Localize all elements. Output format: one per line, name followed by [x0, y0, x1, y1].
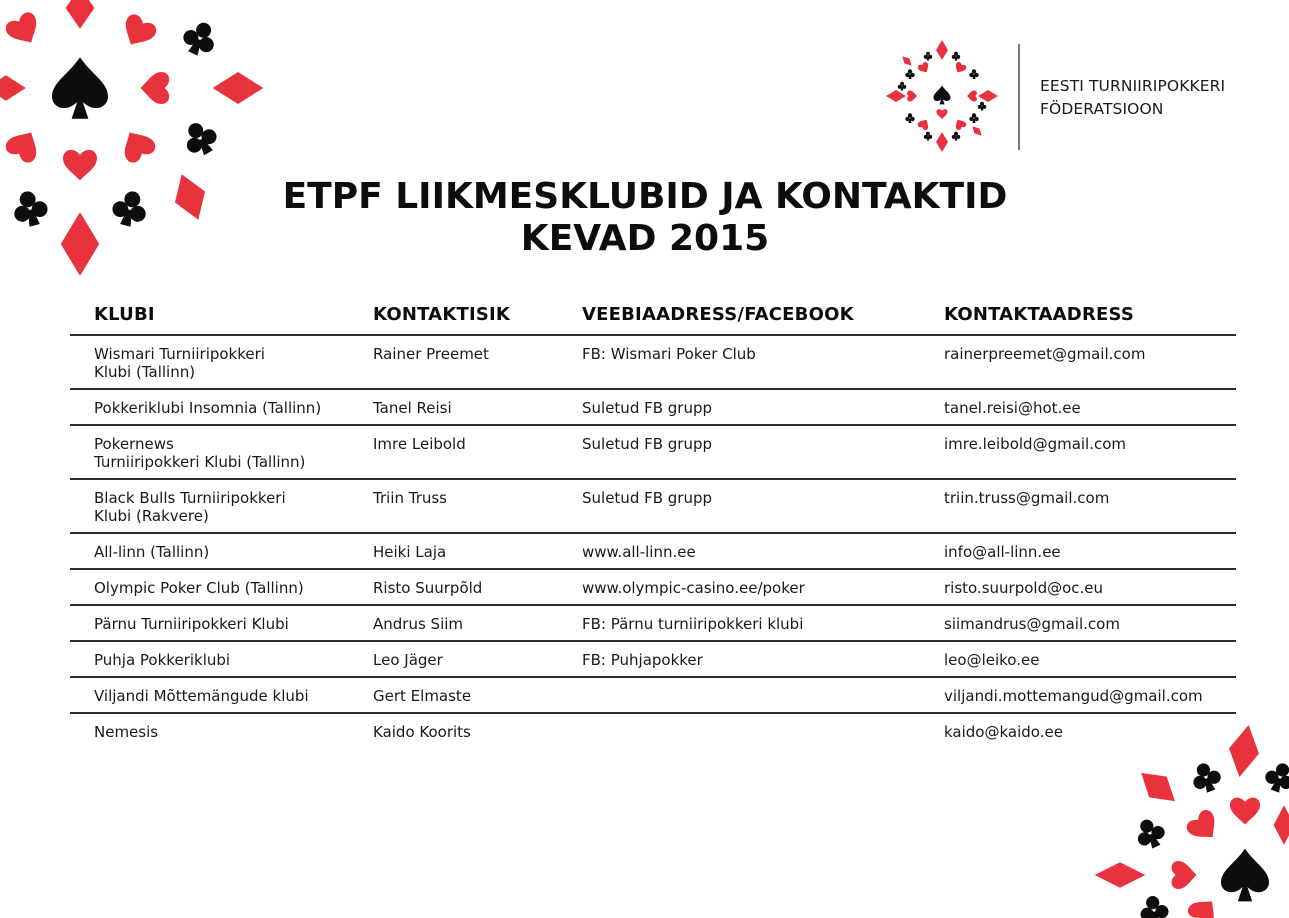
web-address: Suletud FB grupp: [582, 489, 713, 507]
heart-icon: [967, 91, 977, 102]
table-row: [70, 570, 1236, 606]
federation-name-line-1: EESTI TURNIIRIPOKKERI: [1040, 77, 1226, 95]
heart-icon: [1184, 807, 1224, 847]
heart-icon: [953, 61, 967, 75]
club-name: Pokernews Turniiripokkeri Klubi (Tallinn): [94, 435, 306, 471]
club-icon: [905, 113, 914, 123]
club-icon: [1188, 759, 1224, 796]
table-row: [70, 606, 1236, 642]
contact-person: Leo Jäger: [373, 651, 443, 669]
table-row: [70, 714, 1236, 748]
diamond-icon: [1132, 762, 1183, 811]
club-icon: [1262, 759, 1289, 796]
diamond-icon: [0, 75, 26, 101]
contact-email[interactable]: imre.leibold@gmail.com: [944, 435, 1127, 453]
club-icon: [905, 69, 914, 79]
contact-person: Gert Elmaste: [373, 687, 472, 705]
contact-email[interactable]: rainerpreemet@gmail.com: [944, 345, 1146, 363]
diamond-icon: [900, 54, 914, 68]
contact-person: Triin Truss: [373, 489, 447, 507]
contact-person: Kaido Koorits: [373, 723, 471, 741]
club-name: Puhja Pokkeriklubi: [94, 651, 231, 669]
contact-email[interactable]: viljandi.mottemangud@gmail.com: [944, 687, 1203, 705]
federation-name: [1040, 75, 1225, 121]
contact-email[interactable]: info@all-linn.ee: [944, 543, 1061, 561]
club-name: Black Bulls Turniiripokkeri Klubi (Rakvere): [94, 489, 286, 525]
heart-icon: [116, 125, 158, 166]
web-address: Suletud FB grupp: [582, 435, 713, 453]
web-address[interactable]: www.olympic-casino.ee/poker: [582, 579, 805, 597]
spade-icon: [934, 86, 951, 105]
federation-logo: [885, 40, 1230, 155]
club-name: Pokkeriklubi Insomnia (Tallinn): [94, 399, 322, 417]
contact-email[interactable]: risto.suurpold@oc.eu: [944, 579, 1104, 597]
club-name: All-linn (Tallinn): [94, 543, 210, 561]
logo-divider: [1018, 44, 1020, 150]
diamond-icon: [1095, 862, 1146, 888]
spade-icon: [1221, 849, 1269, 902]
club-name: Nemesis: [94, 723, 159, 741]
heart-icon: [1172, 861, 1197, 889]
column-header-contact-address: KONTAKTAADRESS: [944, 304, 1135, 325]
contact-email[interactable]: triin.truss@gmail.com: [944, 489, 1110, 507]
column-header-club: KLUBI: [94, 304, 155, 325]
table-row: [70, 336, 1236, 390]
table-row: [70, 390, 1236, 426]
diamond-icon: [936, 40, 948, 60]
federation-name-line-2: FÖDERATSIOON: [1040, 100, 1164, 118]
club-icon: [178, 17, 221, 60]
web-address[interactable]: www.all-linn.ee: [582, 543, 696, 561]
heart-icon: [917, 61, 931, 75]
diamond-icon: [936, 132, 948, 152]
table-row: [70, 642, 1236, 678]
contact-person: Risto Suurpõld: [373, 579, 483, 597]
spade-icon: [52, 57, 108, 119]
page-subtitle: KEVAD 2015: [520, 218, 770, 259]
heart-icon: [117, 12, 159, 53]
web-address: FB: Puhjapokker: [582, 651, 703, 669]
column-header-web-facebook: VEEBIAADRESS/FACEBOOK: [582, 304, 854, 325]
web-address: Suletud FB grupp: [582, 399, 713, 417]
heart-icon: [1185, 892, 1223, 918]
club-icon: [1131, 814, 1169, 852]
heart-icon: [141, 72, 170, 104]
contact-person: Tanel Reisi: [373, 399, 452, 417]
club-icon: [178, 116, 222, 161]
web-address: FB: Pärnu turniiripokkeri klubi: [582, 615, 804, 633]
diamond-icon: [978, 90, 998, 102]
diamond-icon: [1274, 805, 1289, 845]
contact-email[interactable]: tanel.reisi@hot.ee: [944, 399, 1081, 417]
diamond-icon: [213, 72, 264, 104]
diamond-icon: [970, 124, 984, 138]
club-icon: [1138, 894, 1171, 918]
club-name: Olympic Poker Club (Tallinn): [94, 579, 304, 597]
contact-email[interactable]: siimandrus@gmail.com: [944, 615, 1120, 633]
contact-person: Heiki Laja: [373, 543, 447, 561]
diamond-icon: [886, 90, 906, 102]
heart-icon: [907, 91, 917, 102]
club-icon: [924, 52, 932, 61]
heart-icon: [63, 150, 97, 180]
club-icon: [9, 187, 51, 229]
diamond-icon: [61, 212, 99, 276]
table-row: [70, 426, 1236, 480]
table-header-row: [70, 302, 1236, 336]
federation-emblem: [885, 40, 1000, 152]
contact-email[interactable]: kaido@kaido.ee: [944, 723, 1063, 741]
club-icon: [952, 52, 960, 61]
heart-icon: [3, 125, 45, 166]
club-icon: [898, 82, 906, 91]
club-name: Viljandi Mõttemängude klubi: [94, 687, 309, 705]
heart-icon: [1230, 798, 1260, 825]
web-address: FB: Wismari Poker Club: [582, 345, 756, 363]
diamond-icon: [66, 0, 95, 29]
column-header-contact-person: KONTAKTISIK: [373, 304, 511, 325]
club-icon: [924, 132, 932, 141]
table-row: [70, 480, 1236, 534]
heart-icon: [953, 117, 967, 131]
contact-person: Imre Leibold: [373, 435, 466, 453]
table-row: [70, 534, 1236, 570]
club-icon: [109, 187, 151, 229]
contact-person: Rainer Preemet: [373, 345, 489, 363]
heart-icon: [937, 109, 948, 119]
heart-icon: [917, 117, 931, 131]
club-icon: [952, 132, 960, 141]
club-name: Pärnu Turniiripokkeri Klubi: [94, 615, 289, 633]
club-name: Wismari Turniiripokkeri Klubi (Tallinn): [94, 345, 265, 381]
club-icon: [969, 113, 978, 123]
heart-icon: [3, 10, 45, 51]
page-title: ETPF LIIKMESKLUBID JA KONTAKTID: [282, 176, 1008, 217]
contact-person: Andrus Siim: [373, 615, 464, 633]
club-icon: [969, 69, 978, 79]
member-clubs-table: [70, 302, 1236, 748]
contact-email[interactable]: leo@leiko.ee: [944, 651, 1040, 669]
club-icon: [978, 102, 986, 111]
table-row: [70, 678, 1236, 714]
